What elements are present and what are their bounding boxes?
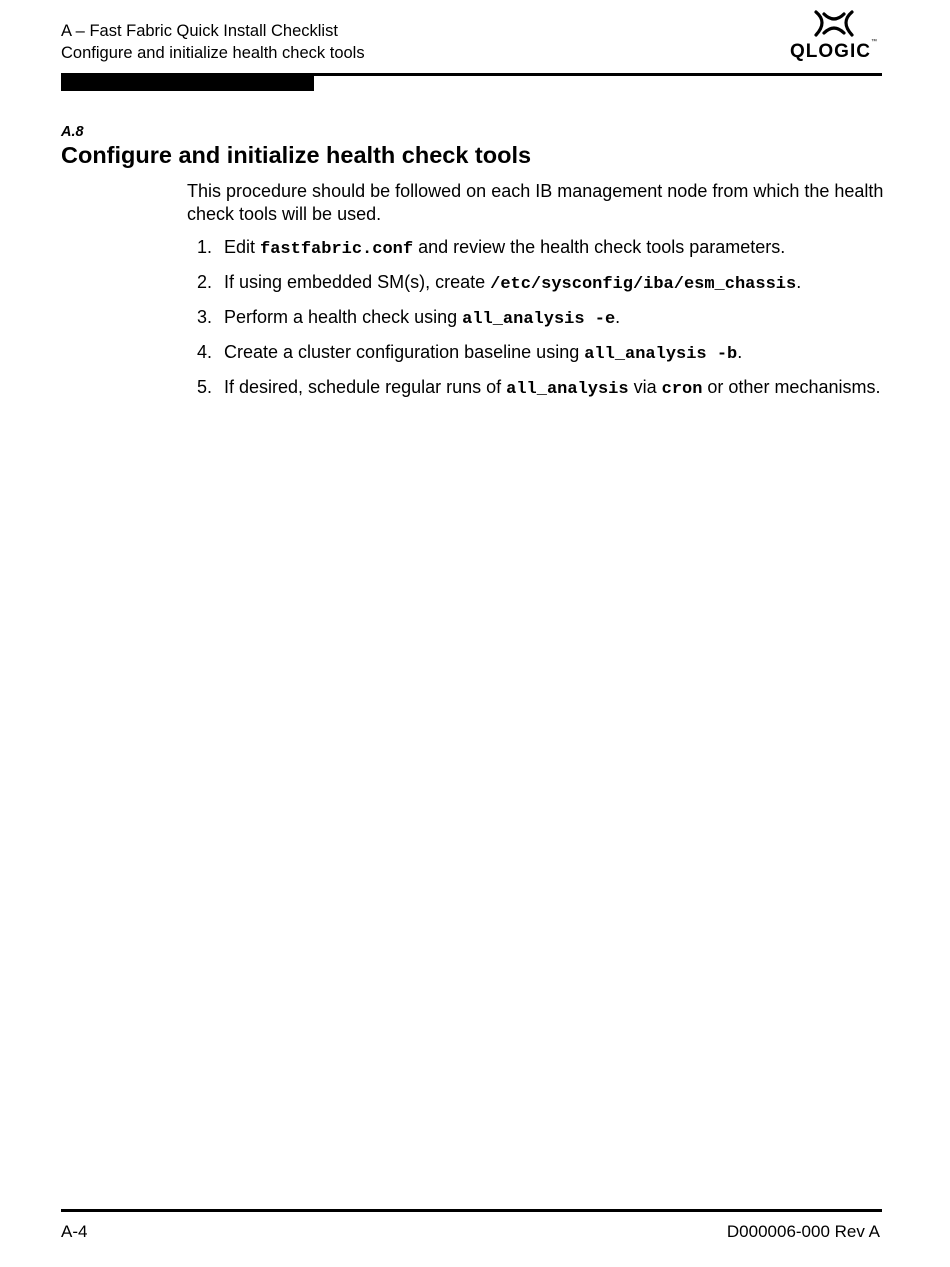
section-title: Configure and initialize health check tools [61, 142, 532, 168]
header-section: Configure and initialize health check tools [61, 44, 365, 62]
list-item [187, 236, 887, 261]
step-text: or other mechanisms. [702, 377, 881, 397]
list-item [187, 376, 887, 401]
step-text: If using embedded SM(s), create [224, 272, 491, 292]
command-text: fastfabric.conf [260, 240, 414, 259]
step-text: . [737, 342, 743, 362]
running-header [61, 20, 365, 64]
step-text: . [615, 307, 621, 327]
step-number: 5. [197, 377, 213, 397]
procedure-steps [187, 236, 887, 411]
command-text: all_analysis [506, 380, 629, 399]
step-number: 2. [197, 272, 213, 292]
command-text: all_analysis -b [584, 345, 738, 364]
step-text: . [796, 272, 802, 292]
step-text: Create a cluster configuration baseline using [224, 342, 585, 362]
section-number: A.8 [61, 124, 84, 140]
step-text: If desired, schedule regular runs of [224, 377, 507, 397]
step-text: Perform a health check using [224, 307, 463, 327]
step-number: 4. [197, 342, 213, 362]
command-text: cron [661, 380, 703, 399]
logo-wordmark: QLOGIC™ [790, 39, 878, 62]
list-item [187, 271, 887, 296]
step-text: and review the health check tools parameters. [413, 237, 786, 257]
step-number: 1. [197, 237, 213, 257]
header-rule-accent [61, 76, 314, 91]
list-item [187, 341, 887, 366]
header-chapter: A – Fast Fabric Quick Install Checklist [61, 22, 338, 40]
qlogic-logo-icon [788, 8, 880, 42]
step-text: Edit [224, 237, 261, 257]
step-text: via [628, 377, 662, 397]
command-text: all_analysis -e [462, 310, 616, 329]
step-number: 3. [197, 307, 213, 327]
page-number: A-4 [61, 1222, 88, 1241]
path-text: /etc/sysconfig/iba/esm_chassis [490, 275, 797, 294]
footer-rule [61, 1209, 882, 1212]
intro-paragraph: This procedure should be followed on each IB management node from which the health check tools will be used. [187, 181, 884, 224]
list-item [187, 306, 887, 331]
document-id: D000006-000 Rev A [726, 1222, 880, 1241]
qlogic-logo [788, 8, 880, 64]
